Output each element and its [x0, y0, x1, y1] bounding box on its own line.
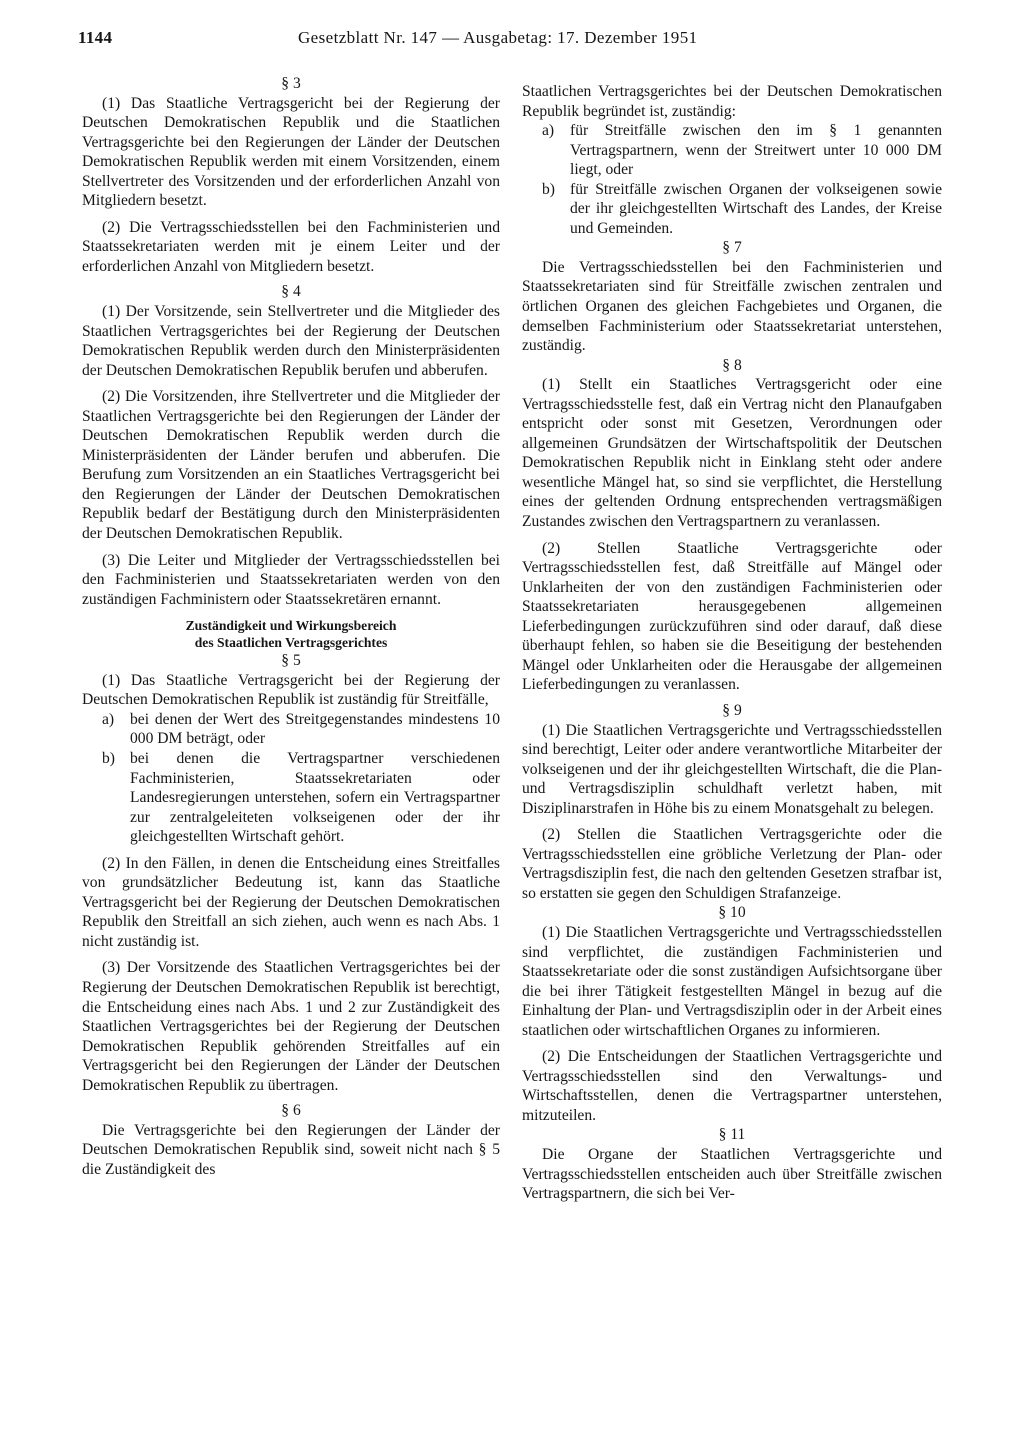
item-letter: b) [542, 180, 555, 198]
section-8-paragraph-1: (1) Stellt ein Staatliches Vertragsgericht oder eine Vertragsschiedsstelle fest, daß ein Vertrag nicht den Planaufgaben entspricht oder sonst mit Gesetzen, Verordnungen oder allgemeinen Grundsätzen der Wirtschaftspolitik der Deutschen Demokratischen Republik nicht in Einklang steht oder andere wesentliche Mängel hat, so sind sie verpflichtet, die Herstellung eines der geltenden Ordnung entsprechenden vertragsmäßigen Zustandes zwischen den Vertragspartnern zu veranlassen. [522, 376, 942, 531]
section-5-paragraph-1: (1) Das Staatliche Vertragsgericht bei der Regierung der Deutschen Demokratischen Republik ist zuständig für Streitfälle, [82, 671, 500, 709]
section-8-paragraph-2: (2) Stellen Staatliche Vertragsgerichte oder Vertragsschiedsstellen fest, daß Streitfälle auf Mängel oder Unklarheiten der von den zuständigen Fachministerien oder Staatssekretariaten herausgegebenen allgemeinen Lieferbedingungen zurückzuführen sind oder darauf, daß diese überhaupt fehlen, so haben sie die Beseitigung der bestehenden Mängel oder Unklarheiten oder die Herausgabe der allgemeinen Lieferbedingungen zu veranlassen. [522, 539, 942, 694]
section-5-item-a [82, 710, 500, 749]
right-column [522, 82, 942, 1204]
section-heading-11: § 11 [718, 1126, 746, 1144]
section-11-paragraph-1: Die Organe der Staatlichen Vertragsgerichte und Vertragsschiedsstellen entscheiden auch über Streitfälle zwischen Vertragspartnern, die sich bei Ver- [522, 1145, 942, 1203]
section-4-paragraph-1: (1) Der Vorsitzende, sein Stellvertreter und die Mitglieder des Staatlichen Vertragsgerichtes bei der Regierung der Deutschen Demokratischen Republik werden durch den Ministerpräsidenten der Deutschen Demokratischen Republik berufen und abberufen. [82, 303, 500, 379]
page-header [78, 28, 768, 52]
section-9-paragraph-1: (1) Die Staatlichen Vertragsgerichte und Vertragsschiedsstellen sind berechtigt, Leiter oder andere verantwortliche Mitarbeiter der volkseigenen und der ihr gleichgestellten Wirtschaft, die die Plan- und Vertragsdisziplin schuldhaft verletzt haben, mit Disziplinarstrafen in Höhe bis zu einem Monatsgehalt zu belegen. [522, 721, 942, 817]
section-6-continuation: Staatlichen Vertragsgerichtes bei der Deutschen Demokratischen Republik begründet ist, zuständig: [522, 83, 942, 120]
section-5-paragraph-2: (2) In den Fällen, in denen die Entscheidung eines Streitfalles von grundsätzlicher Bedeutung ist, kann das Staatliche Vertragsgericht bei der Regierung der Deutschen Demokratischen Republik den Streitfall an sich ziehen, auch wenn es nach Abs. 1 nicht zuständig ist. [82, 854, 500, 950]
item-text: bei denen der Wert des Streitgegenstandes mindestens 10 000 DM beträgt, oder [130, 710, 500, 748]
section-heading-8: § 8 [722, 356, 742, 374]
item-text: für Streitfälle zwischen den im § 1 genannten Vertragspartnern, wenn der Streitwert unter 10 000 DM liegt, oder [570, 122, 942, 179]
section-heading-7: § 7 [722, 239, 742, 257]
section-10-paragraph-1: (1) Die Staatlichen Vertragsgerichte und Vertragsschiedsstellen sind verpflichtet, die zuständigen Fachministerien und Staatssekretariate oder die sonst zuständigen Aufsichtsorgane über die bei ihrer Tätigkeit festgestellten Mängel in bezug auf die Einhaltung der Plan- und Vertragsdisziplin oder in der Arbeit eines staatlichen oder wirtschaftlichen Organes zu informieren. [522, 923, 942, 1039]
section-10-paragraph-2: (2) Die Entscheidungen der Staatlichen Vertragsgerichte und Vertragsschiedsstellen sind den Verwaltungs- und Wirtschaftsstellen, denen die Vertragspartner unterstehen, mitzuteilen. [522, 1048, 942, 1124]
section-5-item-b [82, 749, 500, 847]
section-6-item-b [522, 180, 942, 239]
left-column [82, 74, 500, 1179]
item-text: bei denen die Vertragspartner verschiedenen Fachministerien, Staatssekretariaten oder Landesregierungen unterstehen, sofern ein Vertragspartner zur zentralgeleiteten volkseigenen oder der ihr gleichgestellten Wirtschaft gehört. [130, 749, 500, 846]
section-heading-5: § 5 [281, 652, 301, 670]
section-heading-4: § 4 [281, 283, 301, 301]
chapter-subheading [82, 617, 500, 651]
section-5-paragraph-3: (3) Der Vorsitzende des Staatlichen Vertragsgerichtes bei der Regierung der Deutschen Demokratischen Republik ist berechtigt, die Entscheidung eines nach Abs. 1 und 2 zur Zuständigkeit des Staatlichen Vertragsgerichtes bei der Regierung der Deutschen Demokratischen Republik gehörenden Streitfalles auf ein Vertragsgericht bei den Regierungen der Länder der Deutschen Demokratischen Republik zu übertragen. [82, 959, 500, 1094]
item-letter: a) [102, 710, 115, 728]
section-7-paragraph-1: Die Vertragsschiedsstellen bei den Fachministerien und Staatssekretariaten sind für Streitfälle zwischen zentralen und örtlichen Organen des gleichen Fachgebietes und Organen, die demselben Fachministerium oder Staatssekretariat unterstehen, zuständig. [522, 258, 942, 355]
running-title: Gesetzblatt Nr. 147 — Ausgabetag: 17. Dezember 1951 [298, 28, 698, 47]
section-heading-10: § 10 [718, 904, 746, 922]
section-heading-6: § 6 [281, 1102, 301, 1120]
section-4-paragraph-2: (2) Die Vorsitzenden, ihre Stellvertreter und die Mitglieder der Staatlichen Vertragsgerichte bei den Regierungen der Länder der Deutschen Demokratischen Republik werden durch die Ministerpräsidenten der Länder berufen und abberufen. Die Berufung zum Vorsitzenden an ein Staatliches Vertragsgericht bei den Regierungen der Länder der Deutschen Demokratischen Republik bedarf der Bestätigung durch den Ministerpräsidenten der Deutschen Demokratischen Republik. [82, 388, 500, 543]
section-3-paragraph-1: (1) Das Staatliche Vertragsgericht bei der Regierung der Deutschen Demokratischen Republik und die Staatlichen Vertragsgerichte bei den Regierungen der Länder der Deutschen Demokratischen Republik werden mit einem Vorsitzenden, einem Stellvertreter des Vorsitzenden und der erforderlichen Anzahl von Mitgliedern besetzt. [82, 94, 500, 210]
subheading-line-2: des Staatlichen Vertragsgerichtes [194, 635, 388, 651]
section-heading-3: § 3 [281, 75, 301, 92]
section-heading-9: § 9 [722, 701, 742, 719]
item-letter: b) [102, 749, 115, 767]
section-9-paragraph-2: (2) Stellen die Staatlichen Vertragsgerichte oder die Vertragsschiedsstellen eine gröbliche Verletzung der Plan- oder Vertragsdisziplin fest, die nach den geltenden Gesetzen strafbar ist, so erstatten sie gegen den Schuldigen Strafanzeige. [522, 826, 942, 902]
item-text: für Streitfälle zwischen Organen der volkseigenen sowie der ihr gleichgestellten Wirtschaft des Landes, der Kreise und Gemeinden. [570, 180, 942, 237]
section-6-paragraph-1: Die Vertragsgerichte bei den Regierungen der Länder der Deutschen Demokratischen Republik sind, soweit nicht nach § 5 die Zuständigkeit des [82, 1121, 500, 1178]
item-letter: a) [542, 122, 555, 140]
subheading-line-1: Zuständigkeit und Wirkungsbereich [185, 618, 397, 634]
page-number: 1144 [78, 28, 113, 47]
section-6-item-a [522, 121, 942, 180]
section-4-paragraph-3: (3) Die Leiter und Mitglieder der Vertragsschiedsstellen bei den Fachministerien und Staatssekretariaten werden von den zuständigen Fachministern oder Staatssekretären ernannt. [82, 551, 500, 608]
section-3-paragraph-2: (2) Die Vertragsschiedsstellen bei den Fachministerien und Staatssekretariaten werden mit je einem Leiter und der erforderlichen Anzahl von Mitgliedern besetzt. [82, 218, 500, 275]
